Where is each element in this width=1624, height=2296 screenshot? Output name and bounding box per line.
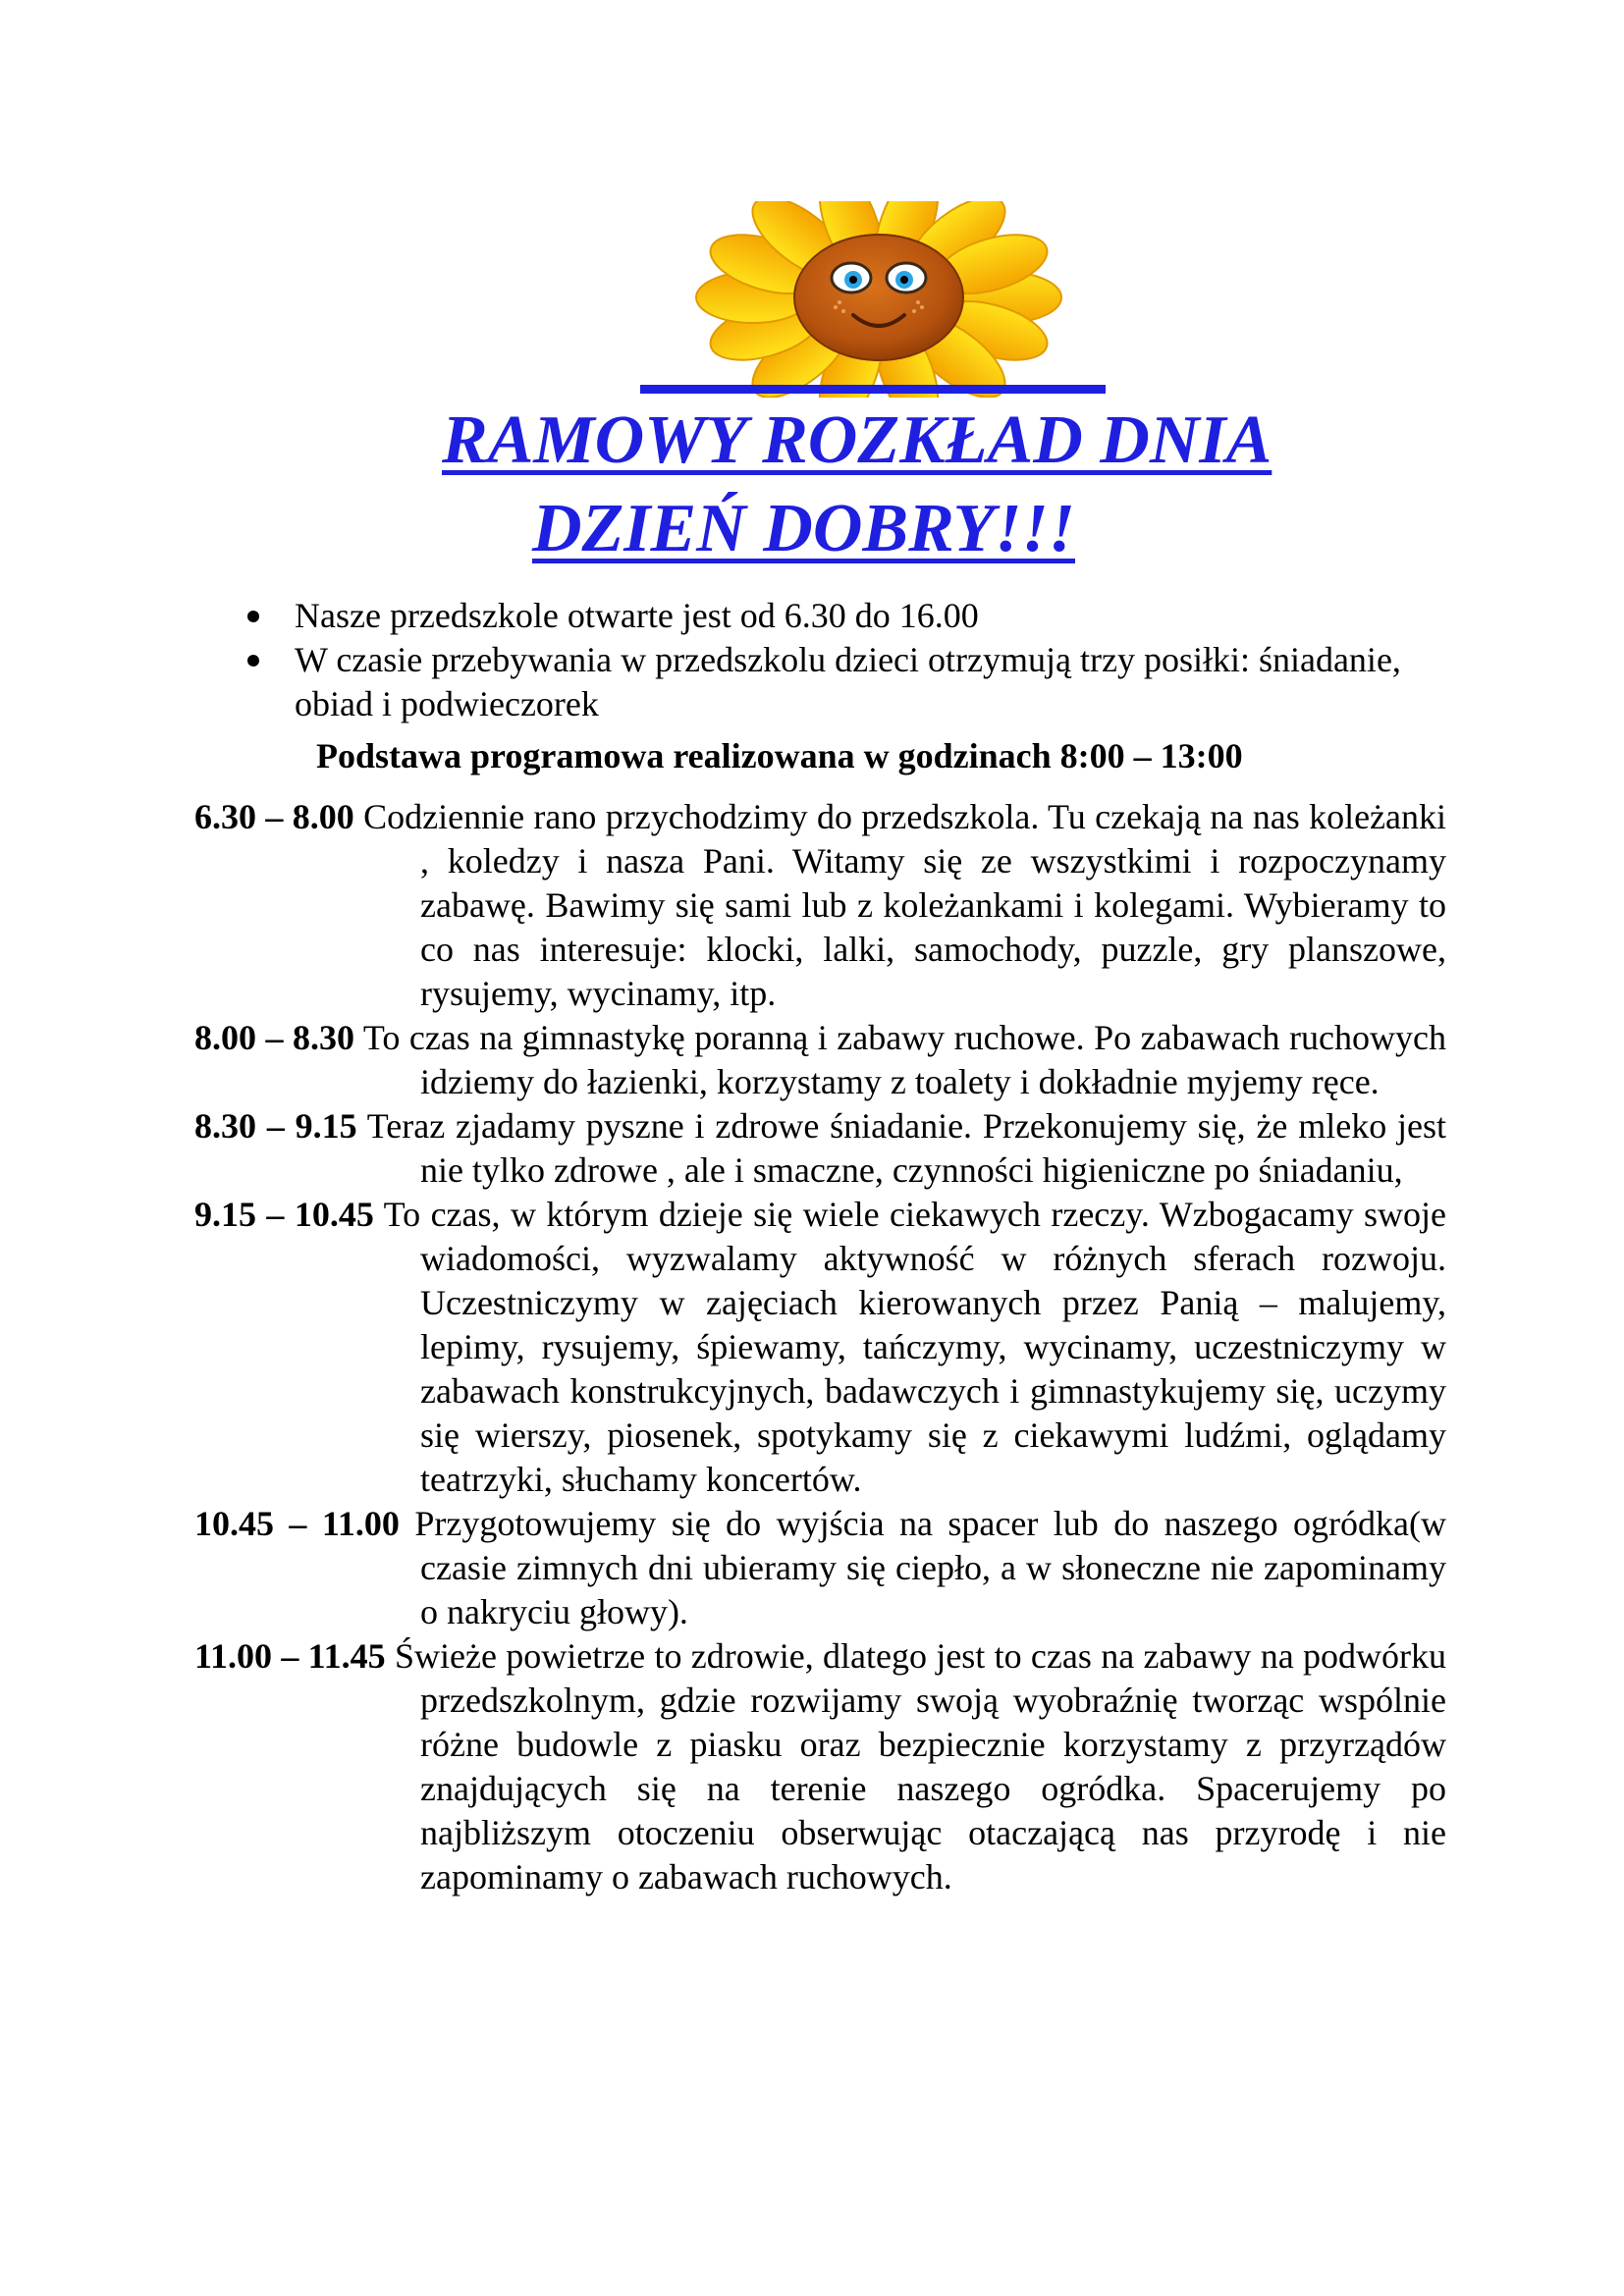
smiling-sunflower-icon	[643, 201, 1114, 398]
schedule-description: To czas, w którym dzieje się wiele ciekawych rzeczy. Wzbogacamy swoje wiadomości, wyzwalamy aktywność w różnych sferach rozwoju. Uczestniczymy w zajęciach kierowanych przez Panią – malujemy, lepimy, rysujemy, śpiewamy, tańczymy, wycinamy, uczestniczymy w zabawach konstrukcyjnych, badawczych i gimnastykujemy się, uczymy się wierszy, piosenek, spotykamy się z ciekawymi ludźmi, oglądamy teatrzyki, słuchamy koncertów.	[383, 1195, 1447, 1499]
info-list	[241, 594, 1468, 726]
schedule	[194, 795, 1446, 1899]
schedule-description: Przygotowujemy się do wyjścia na spacer lub do naszego ogródka(w czasie zimnych dni ubieramy się ciepło, a w słoneczne nie zapominamy o nakryciu głowy).	[414, 1504, 1446, 1631]
schedule-description: Teraz zjadamy pyszne i zdrowe śniadanie. Przekonujemy się, że mleko jest nie tylko zdrowe , ale i smaczne, czynności higieniczne po śniadaniu,	[366, 1106, 1446, 1190]
schedule-description: Codziennie rano przychodzimy do przedszkola. Tu czekają na nas koleżanki , koledzy i nasza Pani. Witamy się ze wszystkimi i rozpoczynamy zabawę. Bawimy się sami lub z koleżankami i kolegami. Wybieramy to co nas interesuje: klocki, lalki, samochody, puzzle, gry planszowe, rysujemy, wycinamy, itp.	[363, 797, 1447, 1013]
schedule-entry	[194, 1016, 1446, 1104]
bullet-icon	[247, 611, 259, 622]
schedule-description: Świeże powietrze to zdrowie, dlatego jest to czas na zabawy na podwórku przedszkolnym, gdzie rozwijamy swoją wyobraźnię tworząc wspólnie różne budowle z piasku oraz bezpiecznie korzystamy z przyrządów znajdujących się na terenie naszego ogródka. Spacerujemy po najbliższym otoczeniu obserwując otaczającą nas przyrodę i nie zapominamy o zabawach ruchowych.	[394, 1636, 1447, 1896]
bullet-icon	[247, 655, 259, 667]
list-item-text: Nasze przedszkole otwarte jest od 6.30 do 16.00	[295, 596, 979, 635]
page-title: RAMOWY ROZKŁAD DNIA	[442, 402, 1272, 478]
list-item-text: W czasie przebywania w przedszkolu dzieci otrzymują trzy posiłki: śniadanie, obiad i podwieczorek	[295, 640, 1401, 723]
schedule-entry	[194, 795, 1446, 1016]
schedule-time: 11.00 – 11.45	[194, 1636, 386, 1676]
schedule-time: 6.30 – 8.00	[194, 797, 354, 836]
page-subtitle: DZIEŃ DOBRY!!!	[532, 491, 1075, 566]
program-note: Podstawa programowa realizowana w godzinach 8:00 – 13:00	[316, 736, 1243, 775]
schedule-description: To czas na gimnastykę poranną i zabawy ruchowe. Po zabawach ruchowych idziemy do łazienki, korzystamy z toalety i dokładnie myjemy ręce.	[362, 1018, 1446, 1101]
schedule-entry	[194, 1193, 1446, 1502]
title-rule	[640, 385, 1106, 394]
schedule-time: 8.30 – 9.15	[194, 1106, 357, 1146]
schedule-time: 9.15 – 10.45	[194, 1195, 374, 1234]
schedule-entry	[194, 1634, 1446, 1899]
list-item	[241, 594, 1468, 638]
schedule-entry	[194, 1502, 1446, 1634]
schedule-entry	[194, 1104, 1446, 1193]
schedule-time: 8.00 – 8.30	[194, 1018, 355, 1057]
list-item	[241, 638, 1468, 726]
schedule-time: 10.45 – 11.00	[194, 1504, 400, 1543]
